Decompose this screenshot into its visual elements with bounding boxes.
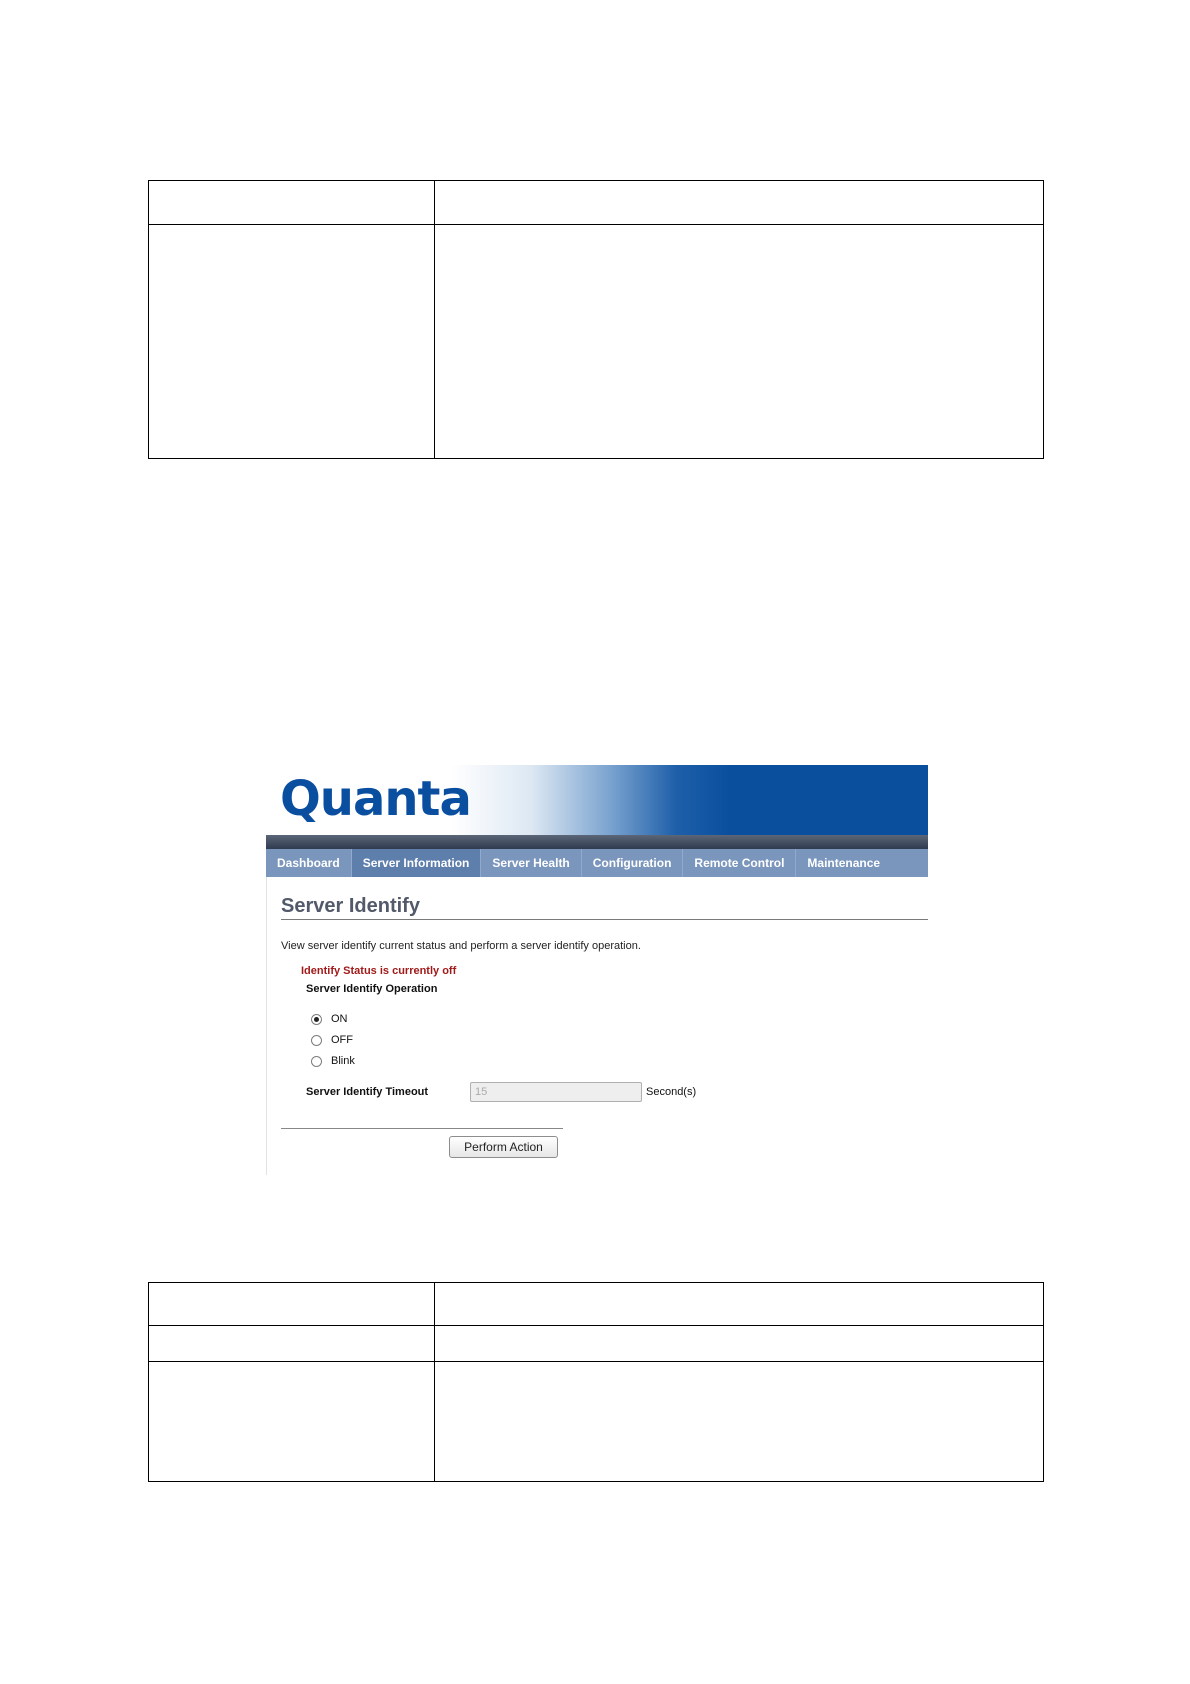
form-divider [281, 1128, 563, 1129]
table-cell [435, 1362, 1044, 1482]
table-cell [435, 1326, 1044, 1362]
quanta-logo: Quanta [280, 771, 471, 827]
table-cell [149, 1362, 435, 1482]
timeout-unit: Second(s) [646, 1086, 697, 1098]
title-divider [281, 919, 928, 920]
main-nav [266, 849, 928, 877]
tab-remote-control[interactable]: Remote Control [683, 849, 796, 877]
radio-on[interactable] [311, 1014, 322, 1025]
option-off-label: OFF [331, 1034, 353, 1046]
table-cell [435, 181, 1044, 225]
radio-off[interactable] [311, 1035, 322, 1046]
server-identify-screenshot [266, 765, 928, 1175]
operation-label: Server Identify Operation [306, 983, 438, 995]
table-cell [435, 225, 1044, 459]
option-blink[interactable] [311, 1055, 355, 1067]
table-cell [149, 1283, 435, 1326]
option-off[interactable] [311, 1034, 353, 1046]
timeout-input[interactable] [470, 1082, 642, 1102]
tab-maintenance[interactable]: Maintenance [807, 856, 881, 870]
document-table-bottom [148, 1282, 1044, 1482]
timeout-label: Server Identify Timeout [306, 1086, 429, 1098]
table-cell [149, 1326, 435, 1362]
table-cell [149, 225, 435, 459]
table-cell [149, 181, 435, 225]
tab-dashboard[interactable]: Dashboard [266, 849, 352, 877]
option-on[interactable] [311, 1013, 348, 1025]
header-divider-bar [266, 835, 928, 849]
tab-server-health[interactable]: Server Health [481, 849, 581, 877]
page-title: Server Identify [281, 895, 420, 917]
tab-server-information[interactable]: Server Information [352, 849, 482, 877]
option-blink-label: Blink [331, 1055, 355, 1067]
perform-action-button[interactable]: Perform Action [449, 1136, 558, 1158]
option-on-label: ON [331, 1013, 348, 1025]
page-description: View server identify current status and perform a server identify operation. [281, 940, 641, 952]
tab-configuration[interactable]: Configuration [582, 849, 684, 877]
document-table-top [148, 180, 1044, 459]
radio-blink[interactable] [311, 1056, 322, 1067]
identify-status-text: Identify Status is currently off [301, 965, 457, 977]
header-banner [266, 765, 928, 835]
table-cell [435, 1283, 1044, 1326]
